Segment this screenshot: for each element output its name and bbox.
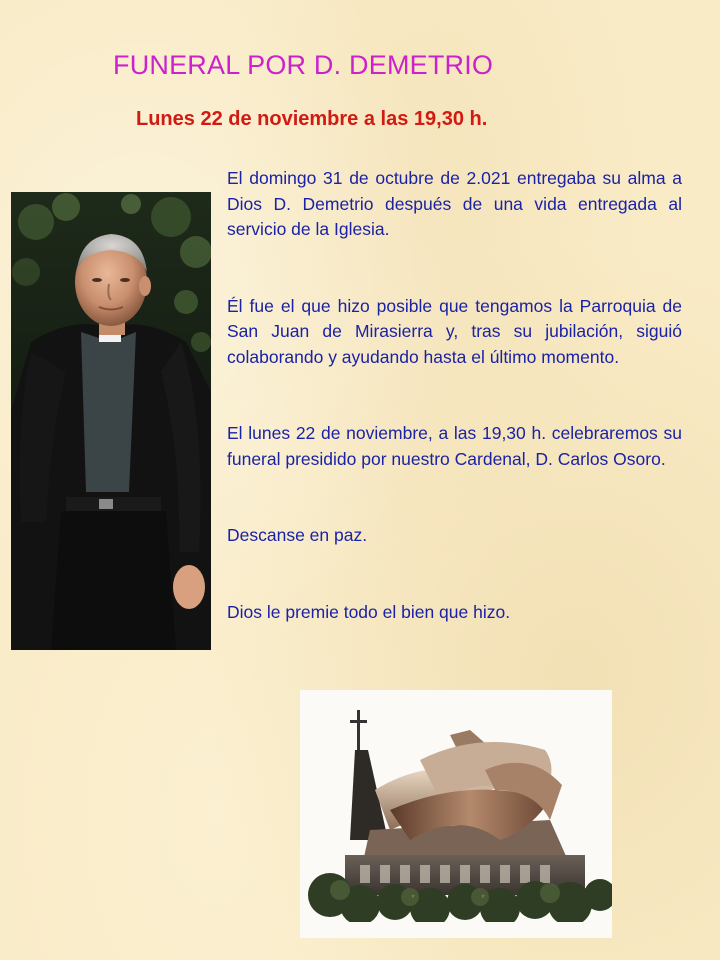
page-title: FUNERAL POR D. DEMETRIO [113,50,494,80]
paragraph-parish: Él fue el que hizo posible que tengamos la Parroquia de San Juan de Mirasierra y, tras su jubilación, siguió colaborando y ayudando hasta el último momento. [227,295,682,367]
paragraph-death: El domingo 31 de octubre de 2.021 entregaba su alma a Dios D. Demetrio después de una vida entregada al servicio de la Iglesia. [227,168,682,239]
notice-body [227,166,682,676]
church-building-photo [300,690,612,938]
paragraph-funeral: El lunes 22 de noviembre, a las 19,30 h. celebraremos su funeral presidido por nuestro Cardenal, D. Carlos Osoro. [227,423,682,469]
event-date-subtitle: Lunes 22 de noviembre a las 19,30 h. [136,108,488,130]
paragraph-rest-in-peace: Descanse en paz. [227,525,368,545]
paragraph-blessing: Dios le premie todo el bien que hizo. [227,601,511,622]
priest-portrait-photo [11,192,211,650]
